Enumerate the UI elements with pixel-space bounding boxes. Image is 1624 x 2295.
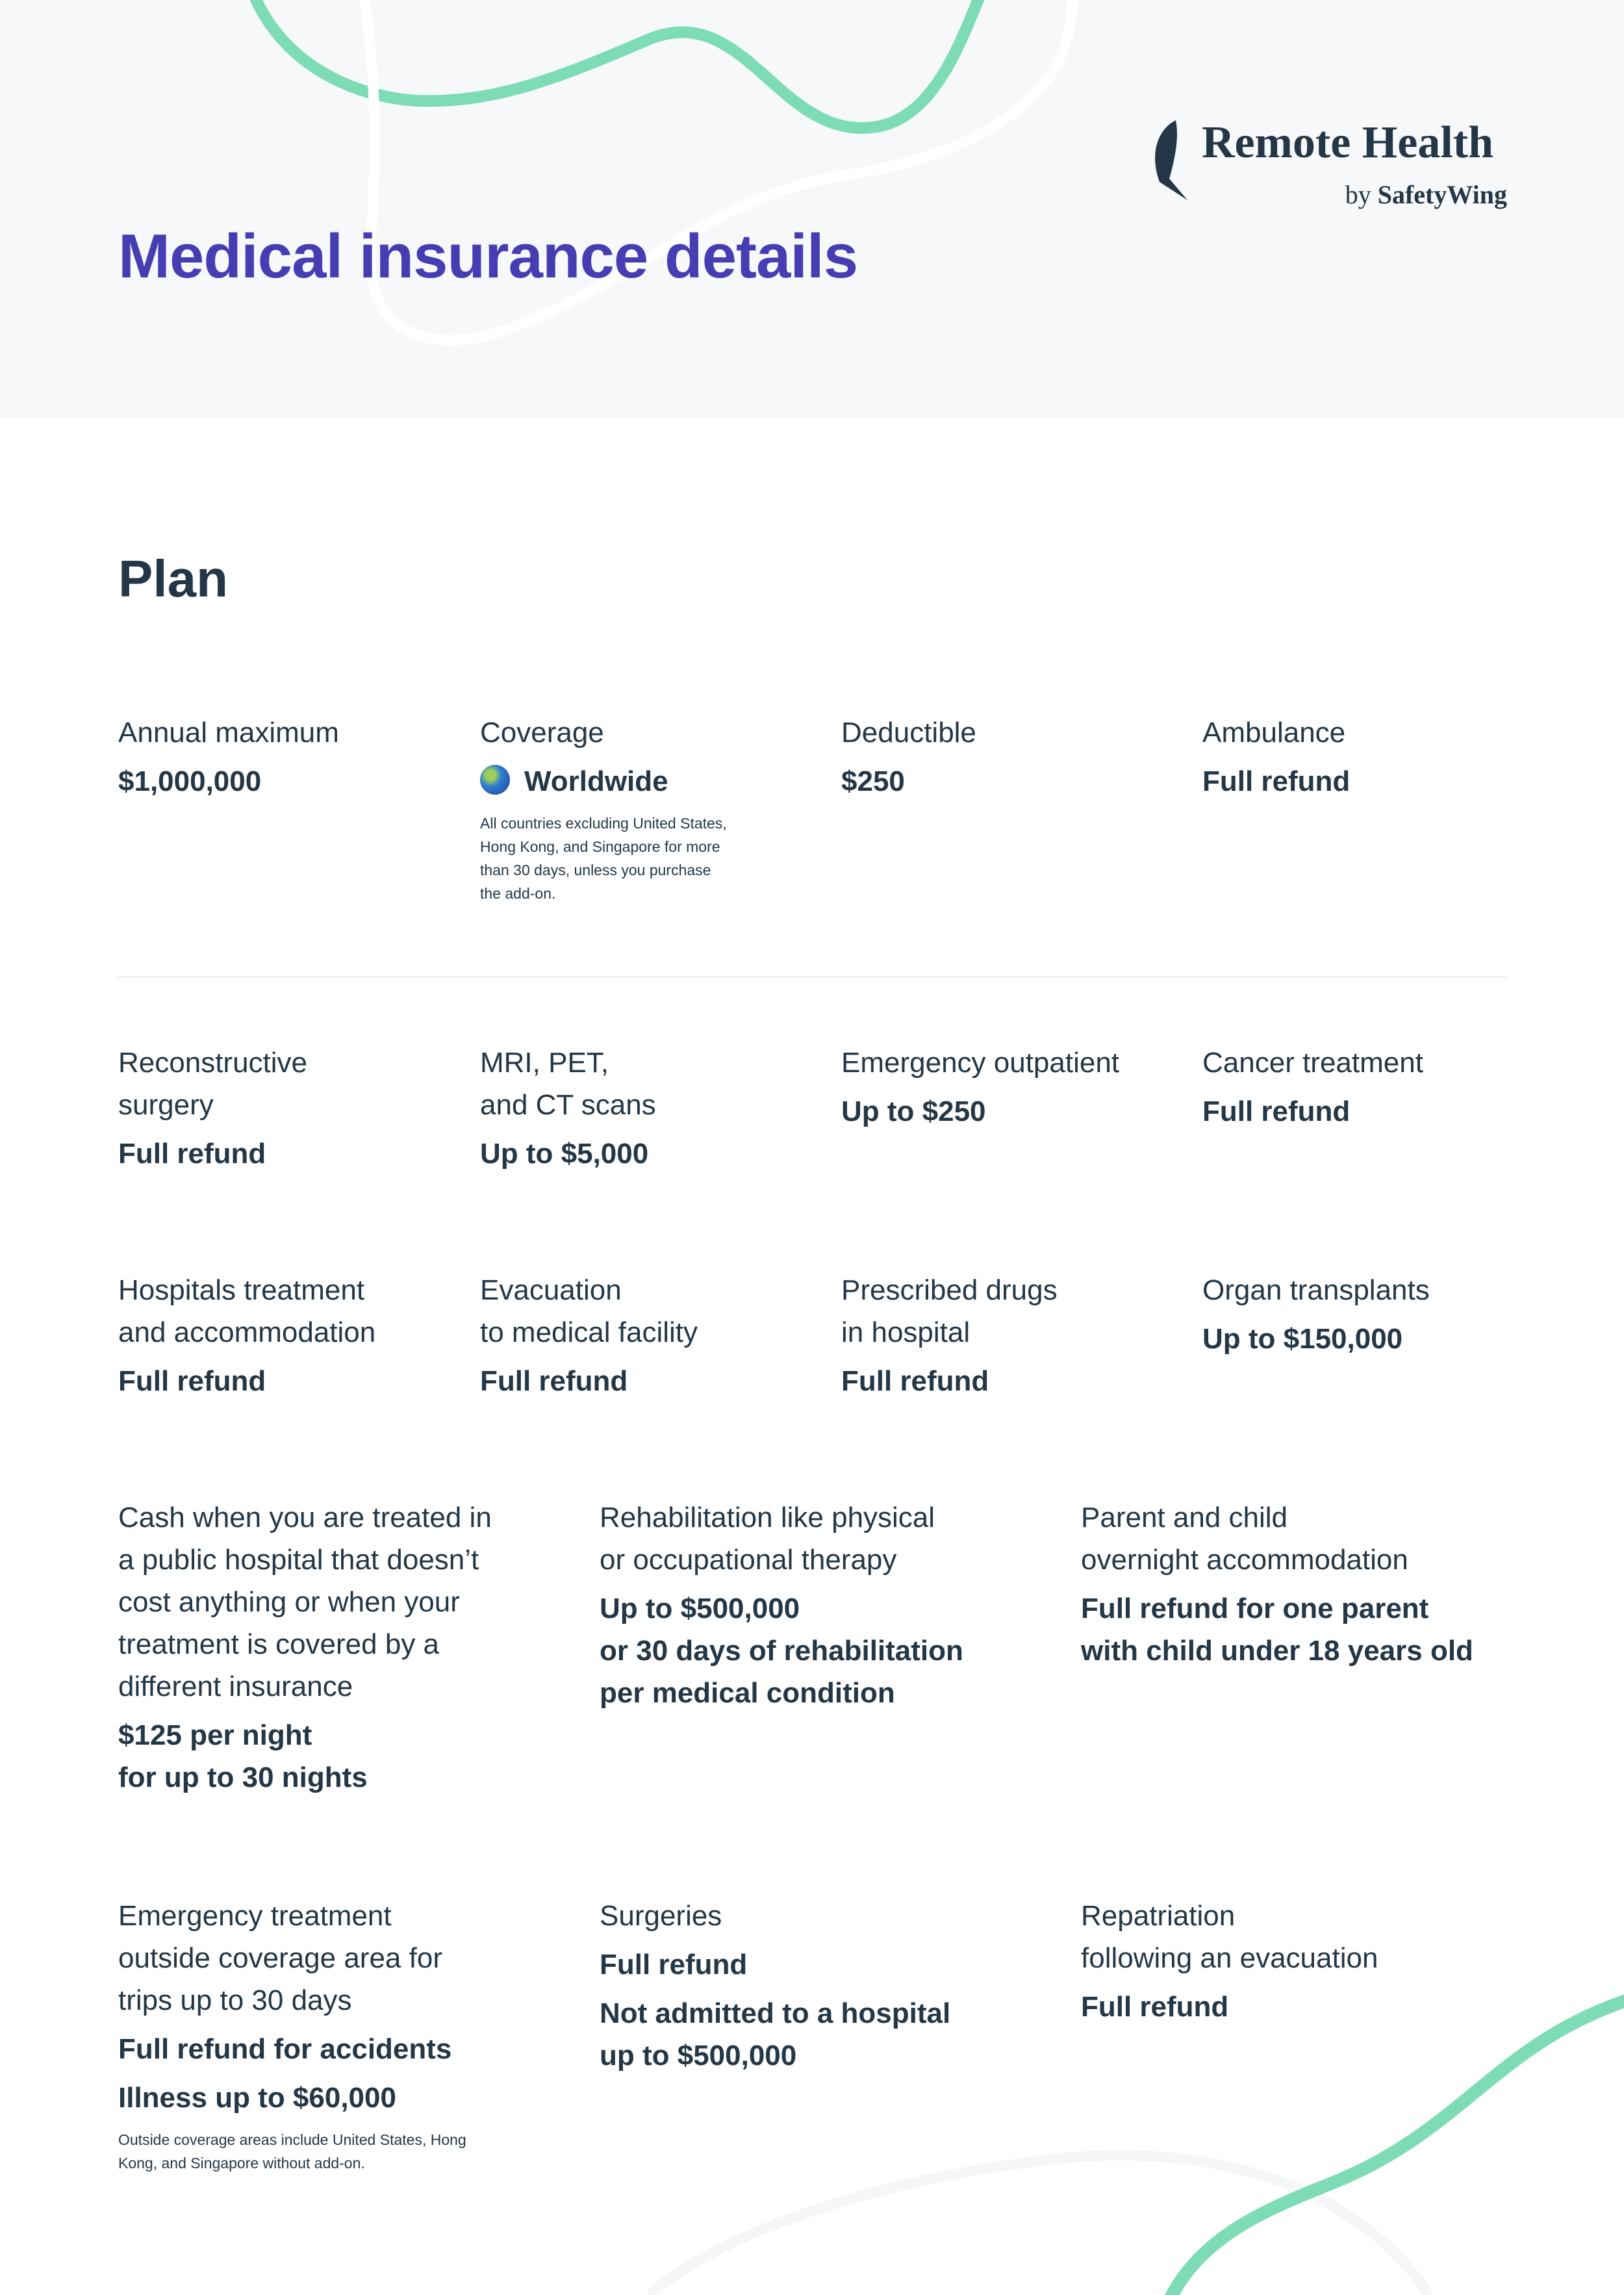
page-title: Medical insurance details: [118, 222, 858, 291]
benefit-emergency-outpatient: Emergency outpatient Up to $250: [841, 1047, 1120, 1127]
benefit-annual-maximum: Annual maximum $1,000,000: [118, 717, 339, 797]
benefit-prescribed-drugs: Prescribed drugs in hospital Full refund: [841, 1274, 1058, 1397]
logo: Remote Health by SafetyWing: [1150, 117, 1507, 214]
benefit-organ-transplants: Organ transplants Up to $150,000: [1202, 1274, 1430, 1355]
section-heading-plan: Plan: [118, 550, 228, 608]
benefit-ambulance: Ambulance Full refund: [1202, 717, 1351, 797]
benefit-surgeries: Surgeries Full refund Not admitted to a hospital up to $500,000: [600, 1900, 951, 2071]
benefit-parent-child-accommodation: Parent and child overnight accommodation Full refund for one parent with child under 18 years old: [1081, 1502, 1473, 1667]
benefit-repatriation: Repatriation following an evacuation Full refund: [1081, 1900, 1378, 2023]
benefit-rehabilitation: Rehabilitation like physical or occupational therapy Up to $500,000 or 30 days of rehabilitation per medical condition: [600, 1502, 963, 1709]
benefit-cancer-treatment: Cancer treatment Full refund: [1202, 1047, 1423, 1127]
header-banner: [0, 0, 1624, 418]
globe-icon: [480, 765, 510, 795]
benefit-reconstructive-surgery: Reconstructive surgery Full refund: [118, 1047, 308, 1170]
benefit-cash-public-hospital: Cash when you are treated in a public hospital that doesn’t cost anything or when your treatment is covered by a different insurance $125 per night for up to 30 nights: [118, 1502, 492, 1793]
benefit-emergency-outside-coverage: Emergency treatment outside coverage area for trips up to 30 days Full refund for accidents Illness up to $60,000 Outside coverage areas include United States, Hong Kong, and Singapore without add-on.: [118, 1900, 466, 2172]
divider: [118, 976, 1506, 978]
benefit-hospital-treatment: Hospitals treatment and accommodation Full refund: [118, 1274, 376, 1397]
benefit-coverage: Coverage Worldwide All countries excluding United States, Hong Kong, and Singapore for more than 30 days, unless you purchase the add-on.: [480, 717, 727, 902]
feather-icon: [1150, 117, 1195, 201]
benefit-deductible: Deductible $250: [841, 717, 976, 797]
benefit-scans: MRI, PET, and CT scans Up to $5,000: [480, 1047, 656, 1170]
benefit-evacuation: Evacuation to medical facility Full refund: [480, 1274, 698, 1397]
